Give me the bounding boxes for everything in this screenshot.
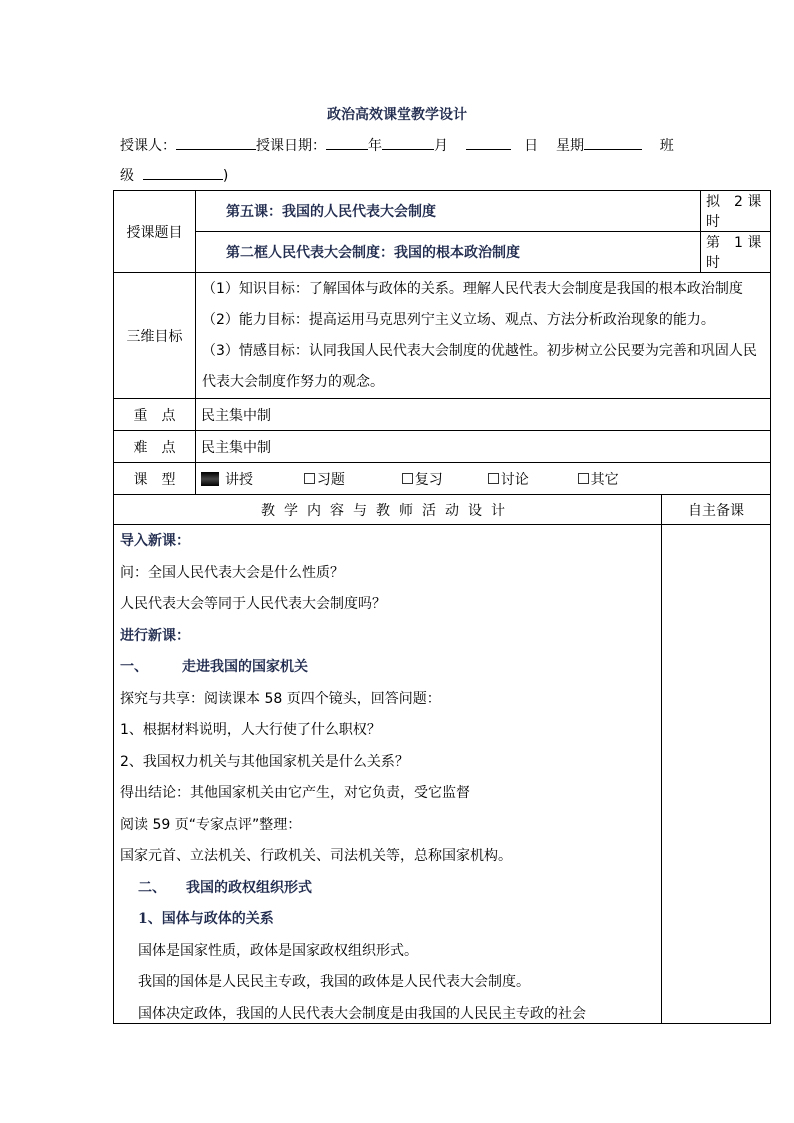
lesson-title: 第五课：我国的人民代表大会制度 — [196, 191, 701, 232]
day-label: 日 — [524, 138, 539, 154]
date-label: 授课日期： — [256, 138, 326, 154]
lesson-type-row — [114, 463, 771, 495]
text-1: 国体是国家性质，政体是国家政权组织形式。 — [138, 942, 418, 959]
problem-2: 2、我国权力机关与其他国家机关是什么关系？ — [120, 753, 409, 770]
year-blank[interactable] — [326, 135, 368, 150]
key-point-row — [114, 399, 771, 431]
header-line-1 — [120, 135, 674, 155]
question-1: 问：全国人民代表大会是什么性质？ — [120, 564, 344, 581]
problem-1: 1、根据材料说明，人大行使了什么职权？ — [120, 722, 381, 738]
weekday-label: 星期 — [555, 138, 584, 154]
plan-hours: 拟 2 课时 — [701, 191, 771, 232]
type-option-exercise[interactable]: 习题 — [304, 472, 345, 488]
year-label: 年 — [368, 138, 382, 154]
lesson-plan-table — [113, 190, 771, 1024]
difficulty-row — [114, 431, 771, 463]
checkbox-icon — [304, 473, 315, 484]
month-blank[interactable] — [382, 135, 434, 150]
intro-heading: 导入新课： — [120, 533, 190, 549]
type-option-discussion[interactable]: 讨论 — [488, 472, 529, 488]
conclusion: 得出结论：其他国家机关由它产生，对它负责，受它监督 — [120, 785, 470, 801]
text-2: 我国的国体是人民民主专政，我国的政体是人民代表大会制度。 — [138, 974, 530, 990]
goals-cell — [196, 273, 771, 399]
goals-label: 三维目标 — [114, 273, 196, 399]
goal-knowledge: （1）知识目标：了解国体与政体的关系。理解人民代表大会制度是我国的根本政治制度 — [202, 280, 743, 297]
subsection-1-heading: 1、国体与政体的关系 — [138, 911, 274, 927]
class-blank[interactable] — [143, 165, 223, 180]
goals-row — [114, 273, 771, 399]
topic-row-1 — [114, 191, 771, 232]
checked-box-icon — [201, 472, 219, 486]
new-lesson-heading: 进行新课： — [120, 627, 190, 644]
goal-emotion: （3）情感目标：认同我国人民代表大会制度的优越性。初步树立公民要为完善和巩固人民代表大会制度作努力的观念。 — [202, 342, 757, 390]
read-page-59: 阅读 59 页“专家点评”整理： — [120, 816, 302, 833]
difficulty-value: 民主集中制 — [196, 431, 771, 463]
weekday-blank[interactable] — [584, 135, 642, 150]
key-point-label: 重 点 — [114, 399, 196, 431]
teacher-label: 授课人： — [120, 138, 176, 154]
difficulty-label: 难 点 — [114, 431, 196, 463]
content-cell — [114, 525, 662, 1024]
section-2-heading: 二、 我国的政权组织形式 — [138, 879, 312, 896]
day-blank[interactable] — [466, 135, 511, 150]
document-title: 政治高效课堂教学设计 — [327, 107, 467, 123]
checkbox-icon — [488, 473, 499, 484]
section-1-heading: 一、 走进我国的国家机关 — [120, 659, 308, 675]
class-label-2: 级 — [120, 168, 134, 184]
explore-text: 探究与共享：阅读课本 58 页四个镜头，回答问题： — [120, 690, 441, 707]
type-option-review[interactable]: 复习 — [402, 472, 443, 488]
section-title: 第二框人民代表大会制度：我国的根本政治制度 — [196, 232, 701, 273]
content-row — [114, 525, 771, 1024]
self-prep-header: 自主备课 — [662, 495, 771, 525]
goal-ability: （2）能力目标：提高运用马克思列宁主义立场、观点、方法分析政治现象的能力。 — [202, 311, 715, 328]
question-2: 人民代表大会等同于人民代表大会制度吗？ — [120, 596, 386, 612]
topic-label: 授课题目 — [114, 191, 196, 273]
lesson-type-label: 课 型 — [114, 463, 196, 495]
lesson-type-options — [196, 463, 771, 495]
month-label: 月 — [434, 138, 448, 154]
content-header: 教学内容与教师活动设计 — [114, 495, 662, 525]
checkbox-icon — [578, 473, 589, 484]
type-option-lecture[interactable]: 讲授 — [201, 472, 253, 488]
class-label-1: 班 — [659, 138, 674, 154]
current-hour: 第 1 课时 — [701, 232, 771, 273]
self-prep-cell[interactable] — [662, 525, 771, 1024]
type-option-other[interactable]: 其它 — [578, 472, 619, 488]
state-organs: 国家元首、立法机关、行政机关、司法机关等，总称国家机构。 — [120, 848, 512, 864]
close-paren: ) — [222, 168, 229, 184]
teacher-blank[interactable] — [176, 135, 256, 150]
text-3: 国体决定政体，我国的人民代表大会制度是由我国的人民民主专政的社会 — [138, 1005, 586, 1022]
key-point-value: 民主集中制 — [196, 399, 771, 431]
content-header-row — [114, 495, 771, 525]
header-line-2 — [120, 165, 228, 185]
topic-row-2 — [114, 232, 771, 273]
checkbox-icon — [402, 473, 413, 484]
